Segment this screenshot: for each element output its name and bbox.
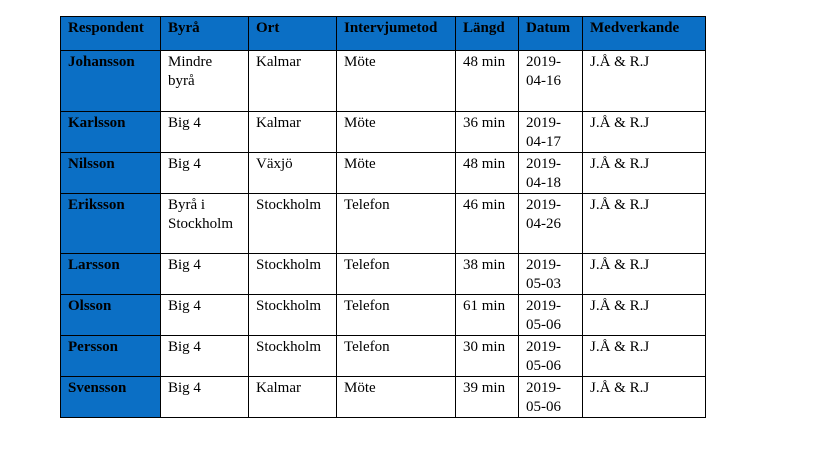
respondent-cell: Persson: [61, 336, 161, 377]
respondent-cell: Nilsson: [61, 153, 161, 194]
header-byra: Byrå: [161, 17, 249, 51]
table-row: [61, 194, 706, 254]
respondent-cell: Eriksson: [61, 194, 161, 254]
datum-cell: 2019-05-06: [519, 295, 583, 336]
table-body: [61, 51, 706, 418]
langd-cell: 48 min: [456, 51, 519, 112]
ort-cell: Stockholm: [249, 336, 337, 377]
header-medverkande: Medverkande: [583, 17, 706, 51]
langd-cell: 48 min: [456, 153, 519, 194]
table-row: [61, 336, 706, 377]
table-row: [61, 377, 706, 418]
metod-cell: Möte: [337, 51, 456, 112]
metod-cell: Telefon: [337, 254, 456, 295]
byra-cell: Mindre byrå: [161, 51, 249, 112]
datum-cell: 2019-05-03: [519, 254, 583, 295]
datum-cell: 2019-05-06: [519, 377, 583, 418]
table-row: [61, 112, 706, 153]
metod-cell: Telefon: [337, 336, 456, 377]
table-row: [61, 153, 706, 194]
langd-cell: 30 min: [456, 336, 519, 377]
medverkande-cell: J.Å & R.J: [583, 112, 706, 153]
table-row: [61, 51, 706, 112]
metod-cell: Möte: [337, 112, 456, 153]
medverkande-cell: J.Å & R.J: [583, 336, 706, 377]
respondent-cell: Larsson: [61, 254, 161, 295]
medverkande-cell: J.Å & R.J: [583, 377, 706, 418]
byra-cell: Big 4: [161, 377, 249, 418]
header-intervjumetod: Intervjumetod: [337, 17, 456, 51]
metod-cell: Möte: [337, 377, 456, 418]
byra-cell: Big 4: [161, 295, 249, 336]
medverkande-cell: J.Å & R.J: [583, 153, 706, 194]
datum-cell: 2019-04-16: [519, 51, 583, 112]
medverkande-cell: J.Å & R.J: [583, 254, 706, 295]
respondent-cell: Karlsson: [61, 112, 161, 153]
datum-cell: 2019-04-18: [519, 153, 583, 194]
byra-cell: Big 4: [161, 153, 249, 194]
medverkande-cell: J.Å & R.J: [583, 194, 706, 254]
ort-cell: Kalmar: [249, 112, 337, 153]
interview-table: [60, 16, 706, 418]
header-ort: Ort: [249, 17, 337, 51]
table-row: [61, 254, 706, 295]
table-row: [61, 295, 706, 336]
langd-cell: 36 min: [456, 112, 519, 153]
medverkande-cell: J.Å & R.J: [583, 295, 706, 336]
header-respondent: Respondent: [61, 17, 161, 51]
metod-cell: Telefon: [337, 194, 456, 254]
respondent-cell: Olsson: [61, 295, 161, 336]
datum-cell: 2019-04-17: [519, 112, 583, 153]
langd-cell: 39 min: [456, 377, 519, 418]
ort-cell: Kalmar: [249, 51, 337, 112]
byra-cell: Byrå i Stockholm: [161, 194, 249, 254]
langd-cell: 46 min: [456, 194, 519, 254]
respondent-cell: Johansson: [61, 51, 161, 112]
medverkande-cell: J.Å & R.J: [583, 51, 706, 112]
ort-cell: Växjö: [249, 153, 337, 194]
ort-cell: Stockholm: [249, 254, 337, 295]
metod-cell: Telefon: [337, 295, 456, 336]
byra-cell: Big 4: [161, 336, 249, 377]
ort-cell: Kalmar: [249, 377, 337, 418]
ort-cell: Stockholm: [249, 295, 337, 336]
datum-cell: 2019-05-06: [519, 336, 583, 377]
metod-cell: Möte: [337, 153, 456, 194]
respondent-cell: Svensson: [61, 377, 161, 418]
datum-cell: 2019-04-26: [519, 194, 583, 254]
byra-cell: Big 4: [161, 254, 249, 295]
ort-cell: Stockholm: [249, 194, 337, 254]
langd-cell: 61 min: [456, 295, 519, 336]
table-header: [61, 17, 706, 51]
header-row: [61, 17, 706, 51]
langd-cell: 38 min: [456, 254, 519, 295]
header-datum: Datum: [519, 17, 583, 51]
header-langd: Längd: [456, 17, 519, 51]
byra-cell: Big 4: [161, 112, 249, 153]
